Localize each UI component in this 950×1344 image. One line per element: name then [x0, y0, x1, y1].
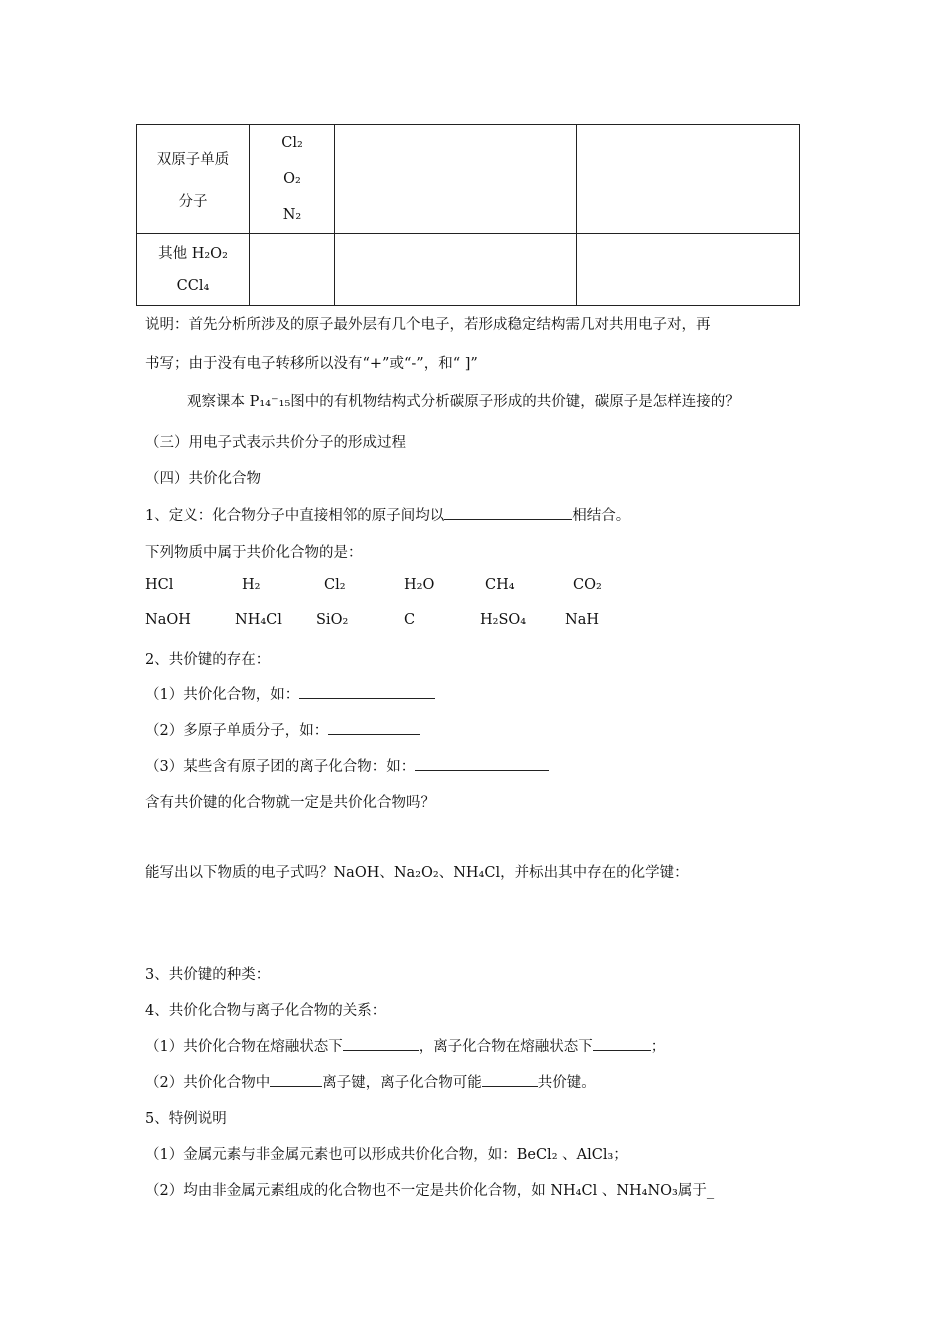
answer-blank[interactable]: [270, 1072, 322, 1087]
existence-item3-text: （3）某些含有原子团的离子化合物：如：: [145, 759, 416, 775]
row-label-line1: 其他 H₂O₂: [158, 245, 228, 262]
existence-item2-text: （2）多原子单质分子，如：: [145, 723, 329, 739]
existence-item3: [145, 755, 549, 776]
answer-blank[interactable]: [328, 720, 420, 735]
relation-item1-b: ，离子化合物在熔融状态下: [418, 1039, 593, 1055]
section-heading-4: （四）共价化合物: [145, 471, 261, 487]
answer-blank[interactable]: [343, 1036, 419, 1051]
formula-cl2: Cl₂: [281, 135, 303, 151]
compound-naoh: NaOH: [145, 612, 191, 628]
empty-cell: [335, 234, 577, 306]
existence-item2: [145, 719, 420, 740]
compound-hcl: HCl: [145, 577, 174, 593]
relation-item1-c: ；: [650, 1039, 666, 1055]
relation-item2-c: 共价键。: [537, 1075, 596, 1091]
row-label: [137, 234, 250, 306]
existence-item1: [145, 683, 435, 704]
row-label-line2: 分子: [178, 194, 208, 210]
compound-h2o: H₂O: [404, 577, 435, 593]
answer-blank[interactable]: [299, 684, 435, 699]
table-row: [137, 125, 800, 234]
relation-item2-a: （2）共价化合物中: [145, 1075, 271, 1091]
question-bond: 含有共价键的化合物就一定是共价化合物吗？: [145, 795, 435, 811]
compound-c: C: [404, 612, 416, 628]
kinds-title: 3、共价键的种类：: [145, 967, 271, 983]
question-electron: 能写出以下物质的电子式吗？NaOH、Na₂O₂、NH₄Cl，并标出其中存在的化学键：: [145, 865, 689, 881]
note-line1: 说明：首先分析所涉及的原子最外层有几个电子，若形成稳定结构需几对共用电子对，再: [145, 317, 711, 333]
compound-sio2: SiO₂: [316, 612, 349, 628]
definition-prefix: 1、定义：化合物分子中直接相邻的原子间均以: [145, 508, 445, 524]
compound-cl2: Cl₂: [324, 577, 346, 593]
section-heading-3: （三）用电子式表示共价分子的形成过程: [145, 435, 406, 451]
existence-title: 2、共价键的存在：: [145, 652, 271, 668]
bond-table: [136, 124, 800, 306]
formula-n2: N₂: [282, 207, 302, 223]
row-label-line1: 双原子单质: [156, 152, 230, 168]
relation-title: 4、共价化合物与离子化合物的关系：: [145, 1003, 387, 1019]
answer-blank[interactable]: [593, 1036, 651, 1051]
empty-cell: [250, 234, 335, 306]
compound-h2: H₂: [242, 577, 261, 593]
row-label: [137, 125, 250, 234]
compound-ch4: CH₄: [485, 577, 515, 593]
special-item2: （2）均由非金属元素组成的化合物也不一定是共价化合物，如 NH₄Cl 、NH₄NO₃属于_: [145, 1183, 715, 1199]
answer-blank[interactable]: [444, 505, 572, 520]
row-label-line2: CCl₄: [176, 277, 210, 294]
table-row: [137, 234, 800, 306]
answer-blank[interactable]: [415, 756, 549, 771]
special-title: 5、特例说明: [145, 1111, 227, 1127]
empty-cell: [577, 234, 800, 306]
definition-line: [145, 504, 630, 525]
note-line2: 书写；由于没有电子转移所以没有“+”或“-”，和“ ]”: [145, 356, 478, 372]
answer-blank[interactable]: [482, 1072, 538, 1087]
compound-nah: NaH: [565, 612, 599, 628]
empty-cell: [577, 125, 800, 234]
definition-suffix: 相结合。: [572, 508, 631, 524]
formula-cell: [250, 125, 335, 234]
formula-o2: O₂: [283, 171, 301, 187]
relation-item1-a: （1）共价化合物在熔融状态下: [145, 1039, 343, 1055]
existence-item1-text: （1）共价化合物，如：: [145, 687, 300, 703]
relation-item1: [145, 1035, 665, 1056]
question-which: 下列物质中属于共价化合物的是：: [145, 545, 363, 561]
relation-item2: [145, 1071, 596, 1092]
compound-h2so4: H₂SO₄: [480, 612, 527, 628]
special-item1: （1）金属元素与非金属元素也可以形成共价化合物，如：BeCl₂ 、AlCl₃；: [145, 1147, 628, 1163]
empty-cell: [335, 125, 577, 234]
compound-nh4cl: NH₄Cl: [235, 612, 282, 628]
compound-co2: CO₂: [573, 577, 602, 593]
observe-question: 观察课本 P₁₄⁻₁₅图中的有机物结构式分析碳原子形成的共价键，碳原子是怎样连接的？: [187, 394, 740, 410]
relation-item2-b: 离子键，离子化合物可能: [322, 1075, 482, 1091]
